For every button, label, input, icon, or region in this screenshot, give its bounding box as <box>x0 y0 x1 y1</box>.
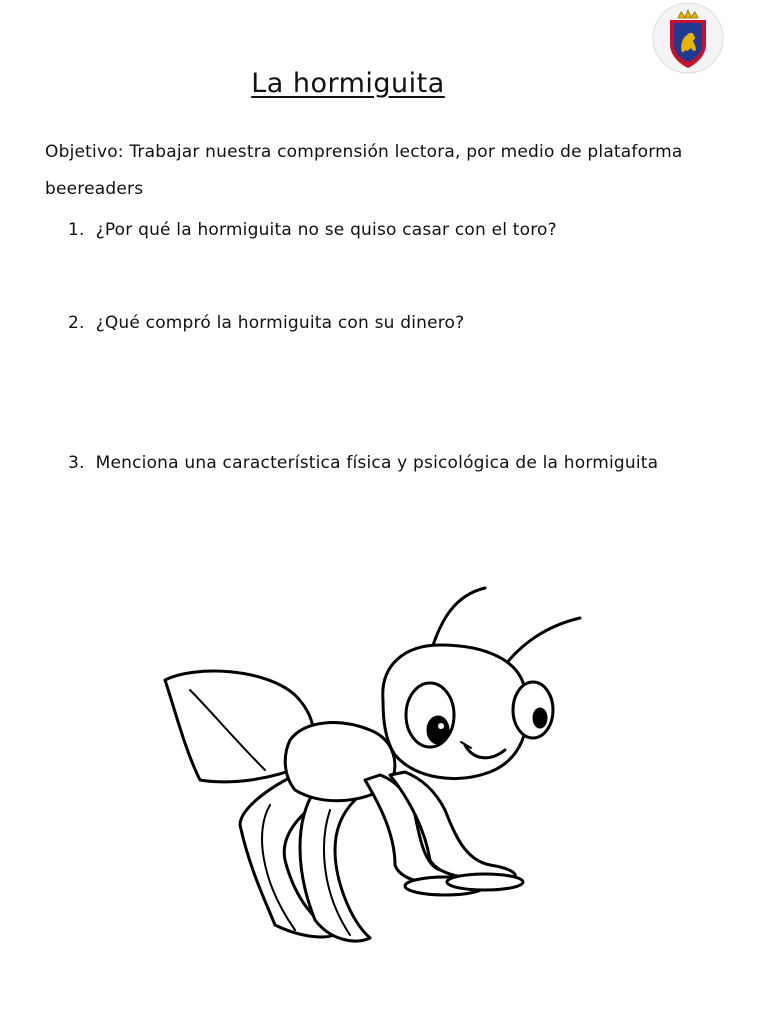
question-3 <box>68 453 658 473</box>
page-title: La hormiguita <box>251 68 445 99</box>
ant-illustration <box>155 580 595 980</box>
question-text: Menciona una característica física y psicológica de la hormiguita <box>95 453 659 473</box>
question-number: 1. <box>68 220 85 240</box>
question-text: ¿Por qué la hormiguita no se quiso casar con el toro? <box>95 220 557 240</box>
objective-text: Objetivo: Trabajar nuestra comprensión lectora, por medio de plataforma beereaders <box>45 142 683 199</box>
question-text: ¿Qué compró la hormiguita con su dinero? <box>95 313 465 333</box>
question-number: 3. <box>68 453 85 473</box>
school-crest-icon <box>652 2 724 74</box>
question-1 <box>68 220 557 240</box>
question-2 <box>68 313 464 333</box>
question-number: 2. <box>68 313 85 333</box>
